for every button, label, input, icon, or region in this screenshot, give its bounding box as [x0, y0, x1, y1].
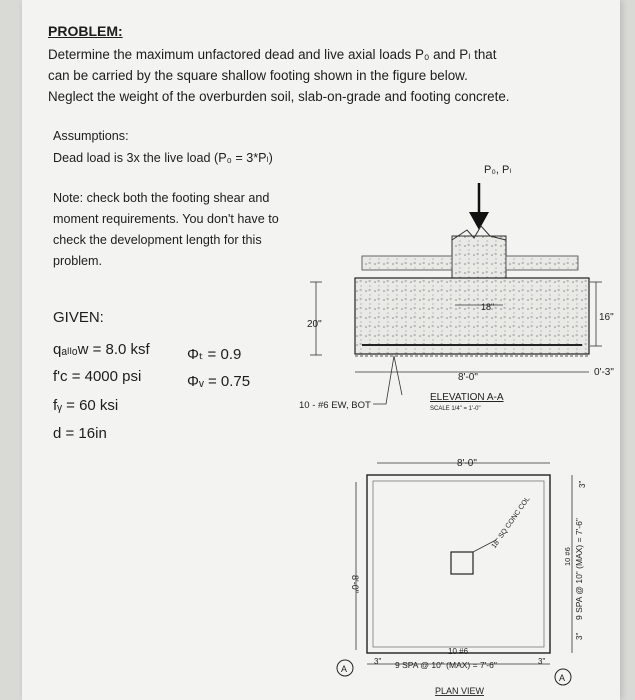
depth-label-right: 16": [599, 312, 614, 323]
note-line: check the development length for this: [53, 233, 262, 247]
given-phi-v: Φᵥ = 0.75: [187, 373, 251, 390]
footing-drawings: [22, 0, 620, 700]
note-line: moment requirements. You don't have to: [53, 212, 279, 226]
width-label: 8'-0": [458, 372, 478, 383]
load-arrow-head: [469, 212, 489, 230]
problem-line: Neglect the weight of the overburden soil, slab-on-grade and footing concrete.: [48, 89, 510, 104]
spacing-bottom-label: 9 SPA @ 10" (MAX) = 7'-6": [395, 660, 497, 670]
problem-line: Determine the maximum unfactored dead and live axial loads P₀ and Pₗ that: [48, 47, 497, 62]
section-mark-right-label: A: [559, 673, 566, 683]
slab-on-grade-right: [506, 256, 578, 270]
footing-elevation: [355, 278, 589, 354]
bars-right-label: 10 #6: [563, 547, 572, 566]
note-line: Note: check both the footing shear and: [53, 191, 270, 205]
cover-right-bottom: 3": [575, 632, 584, 640]
elevation-scale: SCALE 1/4" = 1'-0": [430, 406, 481, 412]
given-heading: GIVEN:: [53, 309, 104, 326]
assumptions-heading: Assumptions:: [53, 129, 129, 143]
elevation-title: ELEVATION A-A: [430, 392, 504, 403]
rebar-label: 10 - #6 EW, BOT: [299, 400, 371, 411]
cover-right-top: 3": [578, 480, 587, 488]
section-mark-left-label: A: [341, 664, 348, 674]
given-d: d = 16in: [53, 425, 107, 442]
plan-width-label: 8'-0": [457, 458, 477, 469]
spacing-right-label: 9 SPA @ 10" (MAX) = 7'-6": [574, 518, 584, 620]
depth-label-left: 20": [307, 319, 322, 330]
slab-on-grade-left: [362, 256, 452, 270]
plan-title: PLAN VIEW: [435, 686, 485, 696]
document-page: [22, 0, 620, 700]
column-label: 18" SQ CONC COL: [490, 495, 532, 550]
bars-bottom-label: 10 #6: [448, 647, 469, 656]
assumption-line: Dead load is 3x the live load (P₀ = 3*Pₗ): [53, 151, 273, 165]
cover-bottom-left: 3": [374, 657, 382, 666]
given-phi-t: Φₜ = 0.9: [187, 346, 242, 363]
plan-height-label: 8'-0": [350, 575, 360, 593]
problem-line: can be carried by the square shallow footing shown in the figure below.: [48, 68, 468, 83]
col-width-label: 18": [481, 302, 495, 312]
rebar-leader: [373, 356, 402, 404]
load-label: P₀, Pₗ: [484, 164, 512, 176]
problem-title: PROBLEM:: [48, 23, 123, 39]
note-line: problem.: [53, 254, 102, 268]
given-qallow: qₐₗₗₒw = 8.0 ksf: [53, 341, 150, 358]
cover-label: 0'-3": [594, 367, 614, 378]
given-fc: f'ᴄ = 4000 psi: [53, 368, 142, 385]
cover-bottom-right: 3": [538, 657, 546, 666]
given-fy: fᵧ = 60 ksi: [53, 397, 119, 414]
